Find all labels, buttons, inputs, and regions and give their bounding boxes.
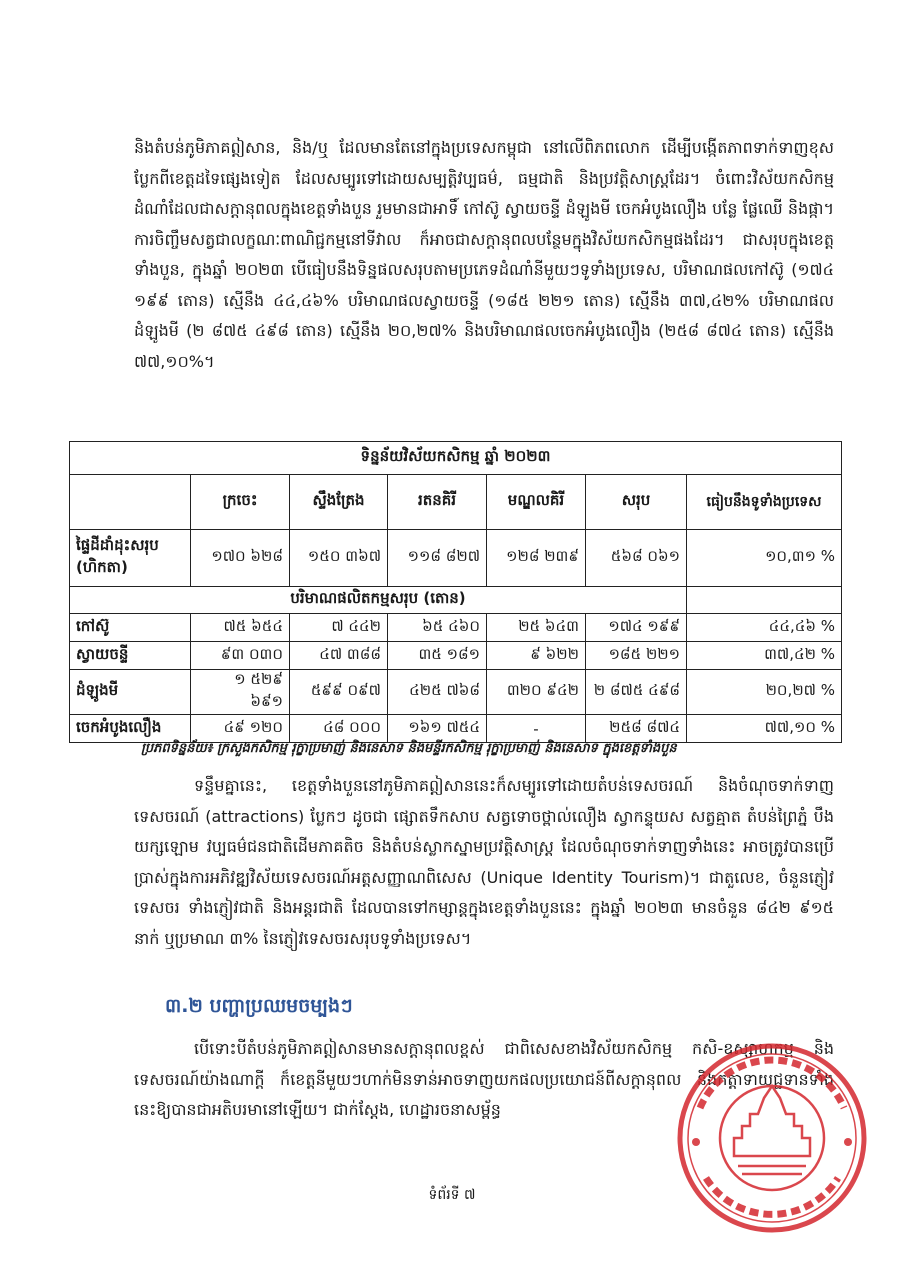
agriculture-data-table (69, 441, 842, 743)
table-cell: ៣២០ ៩៤២ (487, 670, 586, 715)
table-corner-cell (70, 475, 191, 530)
table-cell: ១៥០ ៣៦៧ (290, 530, 388, 587)
table-cell: ១១៨ ៨២៧ (388, 530, 487, 587)
table-cell: ៦៥ ៤៦០ (388, 614, 487, 642)
table-cell: ២ ៨៧៥ ៤៩៨ (586, 670, 687, 715)
table-cell: ៥៩៩ ០៩៧ (290, 670, 388, 715)
table-cell: - (487, 715, 586, 743)
table-cell: ២៥ ៦៤៣ (487, 614, 586, 642)
production-subheader: បរិមាណផលិតកម្មសរុប (តោន) (70, 587, 687, 614)
table-cell: ៥៦៨ ០៦១ (586, 530, 687, 587)
table-cell: ២០,២៧ % (687, 670, 842, 715)
body-paragraph: ទន្ទឹមគ្នានេះ, ខេត្តទាំងបួននៅភូមិភាគឦសាននេះក៏សម្បូរទៅដោយតំបន់ទេសចរណ៍ និងចំណុចទាក់ទាញទេសចរណ៍ (attractions) ប្លែកៗ ដូចជា ផ្សោតទឹកសាប សត្វទោចថ្ពាល់លឿង ស្វាកន្ទុយស សត្វគ្មាត តំបន់ព្រៃភ្នំ បឹងយក្សឡោម វប្បធម៌ជនជាតិដើមភាគតិច និងតំបន់ស្លាកស្នាមប្រវត្តិសាស្ត្រ ដែលចំណុចទាក់ទាញទាំងនេះ អាចត្រូវបានប្រើប្រាស់ក្នុងការអភិវឌ្ឍវិស័យទេសចរណ៍អត្តសញ្ញាណពិសេស (Unique Identity Tourism)។ ជាតួលេខ, ចំនួនភ្ញៀវទេសចរ ទាំងភ្ញៀវជាតិ និងអន្តរជាតិ ដែលបានទៅកម្សាន្តក្នុងខេត្តទាំងបួននេះ ក្នុងឆ្នាំ ២០២៣ មានចំនួន ៨៤២ ៩១៥ នាក់ ឬប្រមាណ ៣% នៃភ្ញៀវទេសចរសរុបទូទាំងប្រទេស។ (134, 776, 834, 948)
table-cell: ១៧៤ ១៩៩ (586, 614, 687, 642)
table-cell: ១ ៥២៩ ៦៩១ (191, 670, 290, 715)
column-header: ក្រចេះ (191, 475, 290, 530)
table-cell: ៩៣ ០៣០ (191, 642, 290, 670)
table-cell: ៧ ៤៤២ (290, 614, 388, 642)
page-number: ទំព័រទី ៧ (428, 1187, 476, 1203)
column-header: ធៀបនឹងទូទាំងប្រទេស (687, 475, 842, 530)
table-cell: ៤២៥ ៧៦៨ (388, 670, 487, 715)
row-label: ចេកអំបូងលឿង (70, 715, 191, 743)
table-cell: ១៧០ ៦២៨ (191, 530, 290, 587)
column-header: រតនគិរី (388, 475, 487, 530)
column-header: ស្ទឹងត្រែង (290, 475, 388, 530)
column-header: សរុប (586, 475, 687, 530)
table-caption: ទិន្នន័យវិស័យកសិកម្ម ឆ្នាំ ២០២៣ (70, 442, 842, 475)
table-cell: ២៥៨ ៨៧៤ (586, 715, 687, 743)
table-cell: ៣៥ ១៨១ (388, 642, 487, 670)
table-source-note: ប្រភពទិន្នន័យ៖ ក្រសួងកសិកម្ម រុក្ខាប្រមាញ់ និងនេសាទ និងមន្ទីរកសិកម្ម រុក្ខាប្រមាញ់ និងនេសាទ ក្នុងខេត្តទាំងបួន (141, 741, 677, 756)
body-paragraph: បើទោះបីតំបន់ភូមិភាគឦសានមានសក្តានុពលខ្ពស់ ជាពិសេសខាងវិស័យកសិកម្ម កសិ-ឧស្សាហកម្ម និងទេសចរណ៍យ៉ាងណាក្តី ក៏ខេត្តនីមួយៗហាក់មិនទាន់អាចទាញយកផលប្រយោជន៍ពីសក្តានុពល និងកត្តាទាយជ្ជទានទាំងនេះឱ្យបានជាអតិបរមានៅឡើយ។ ជាក់ស្តែង, ហេដ្ឋារចនាសម្ព័ន្ធ (134, 1039, 834, 1119)
table-row (70, 670, 842, 715)
table-row (70, 614, 842, 642)
column-header: មណ្ឌលគិរី (487, 475, 586, 530)
table-cell: ៤៧ ៣៨៨ (290, 642, 388, 670)
row-label: ផ្ទៃដីដាំដុះសរុប (ហិកតា) (70, 530, 191, 587)
body-paragraph: និងតំបន់ភូមិភាគឦសាន, និង/ឬ ដែលមានតែនៅក្នុងប្រទេសកម្ពុជា នៅលើពិភពលោក ដើម្បីបង្កើតភាពទាក់ទាញខុសប្លែកពីខេត្តដទៃផ្សេងទៀត ដែលសម្បូរទៅដោយសម្បត្តិវប្បធម៌, ធម្មជាតិ និងប្រវត្តិសាស្ត្រដែរ។ ចំពោះវិស័យកសិកម្ម ដំណាំដែលជាសក្តានុពលក្នុងខេត្តទាំងបួន រួមមានជាអាទិ៍ កៅស៊ូ ស្វាយចន្ទី ដំឡូងមី ចេកអំបូងលឿង បន្លែ ផ្លែឈើ និងផ្កា។ ការចិញ្ចឹមសត្វជាលក្ខណៈពាណិជ្ជកម្មនៅទីវាល ក៏អាចជាសក្តានុពលបន្ថែមក្នុងវិស័យកសិកម្មផងដែរ។ ជាសរុបក្នុងខេត្តទាំងបួន, ក្នុងឆ្នាំ ២០២៣ បើធៀបនឹងទិន្នផលសរុបតាមប្រភេទដំណាំនីមួយៗទូទាំងប្រទេស, បរិមាណផលកៅស៊ូ (១៧៤ ១៩៩ តោន) ស្មើនឹង ៤៤,៤៦% បរិមាណផលស្វាយចន្ទី (១៨៥ ២២១ តោន) ស្មើនឹង ៣៧,៤២% បរិមាណផលដំឡូងមី (២ ៨៧៥ ៤៩៨ តោន) ស្មើនឹង ២០,២៧% និងបរិមាណផលចេកអំបូងលឿង (២៥៨ ៨៧៤ តោន) ស្មើនឹង ៧៧,១០%។ (134, 138, 834, 371)
table-row (70, 642, 842, 670)
official-seal-icon (672, 1038, 872, 1238)
section-heading: ៣.២ បញ្ហាប្រឈមចម្បងៗ (165, 995, 353, 1017)
table-cell: ៤៨ ០០០ (290, 715, 388, 743)
table-cell: ៧៥ ៦៥៤ (191, 614, 290, 642)
row-label: ស្វាយចន្ទី (70, 642, 191, 670)
table-cell (687, 587, 842, 614)
table-cell: ១៨៥ ២២១ (586, 642, 687, 670)
table-cell: ១៦១ ៧៥៤ (388, 715, 487, 743)
table-cell: ៣៧,៤២ % (687, 642, 842, 670)
table-row (70, 530, 842, 587)
table-cell: ៩ ៦២២ (487, 642, 586, 670)
table-cell: ៤៩ ១២០ (191, 715, 290, 743)
table-cell: ១២៨ ២៣៩ (487, 530, 586, 587)
row-label: កៅស៊ូ (70, 614, 191, 642)
row-label: ដំឡូងមី (70, 670, 191, 715)
table-cell: ១០,៣១ % (687, 530, 842, 587)
table-cell: ៧៧,១០ % (687, 715, 842, 743)
table-cell: ៤៤,៤៦ % (687, 614, 842, 642)
